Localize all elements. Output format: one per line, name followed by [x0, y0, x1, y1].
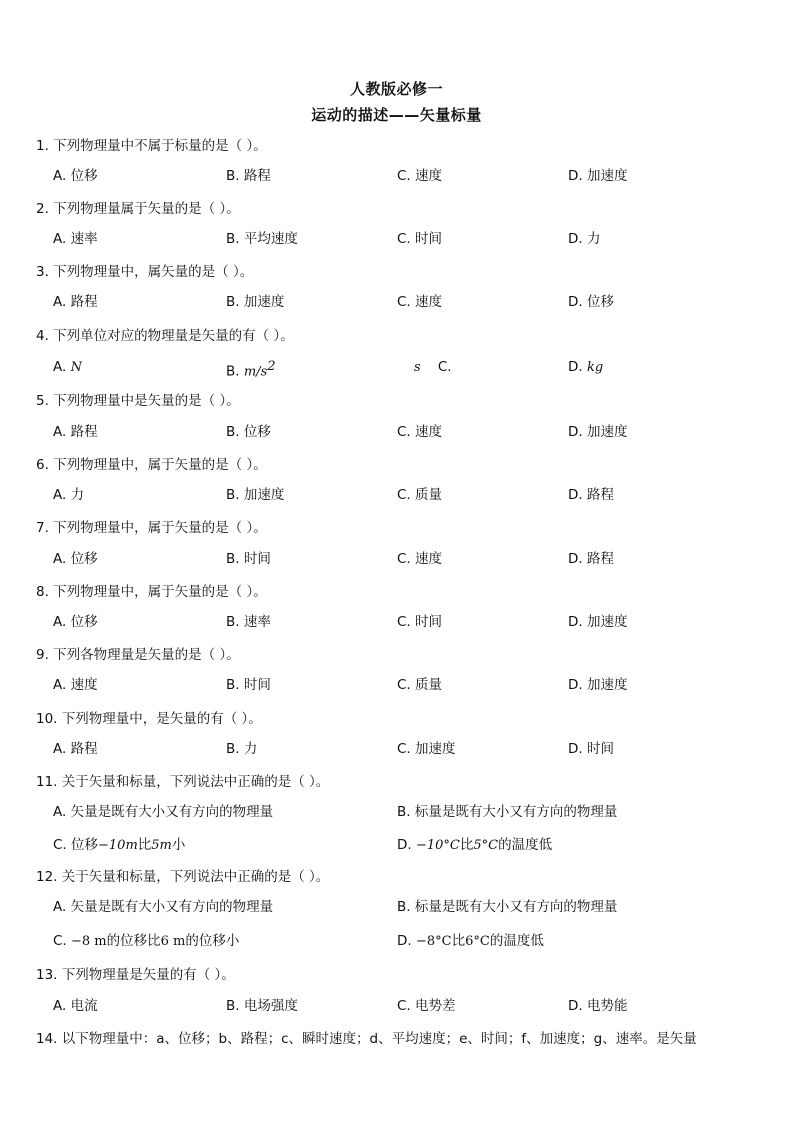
question-1: 1. 下列物理量中不属于标量的是（ ）。: [36, 138, 267, 154]
option-b: B. 标量是既有大小又有方向的物理量: [397, 804, 618, 820]
option-d-text: 比: [451, 933, 466, 949]
unit-second: s: [414, 360, 421, 375]
option-c: C. 加速度: [397, 741, 456, 757]
option-d: D. 时间: [568, 741, 614, 757]
option-d: [397, 929, 544, 949]
option-b-label: B.: [226, 363, 244, 380]
option-c-text: 的位移小: [185, 933, 240, 949]
question-14: 14. 以下物理量中：a、位移；b、路程；c、瞬时速度；d、平均速度；e、时间；f、加速度；g、速率。是矢量: [36, 1031, 697, 1047]
document-subtitle: 运动的描述——矢量标量: [311, 106, 482, 124]
option-c: C. 质量: [397, 677, 443, 693]
math-value: −10°C: [415, 838, 460, 853]
option-c: C. 速度: [397, 424, 443, 440]
option-a: [53, 359, 82, 375]
options-2: [0, 227, 793, 247]
option-c: [53, 929, 239, 949]
options-12-row-2: [0, 929, 793, 949]
option-d: D. 加速度: [568, 424, 628, 440]
math-value: 6 m: [160, 934, 186, 949]
option-c: C. 速度: [397, 551, 443, 567]
question-2: 2. 下列物理量属于矢量的是（ ）。: [36, 201, 240, 217]
option-a: A. 位移: [53, 168, 98, 184]
option-c: [414, 359, 452, 375]
option-d-text: D.: [397, 837, 416, 853]
option-c: C. 速度: [397, 294, 443, 310]
options-12-row-1: [0, 895, 793, 915]
option-a: A. 路程: [53, 294, 98, 310]
option-d: D. 加速度: [568, 168, 628, 184]
option-c-label: C.: [437, 359, 452, 375]
options-3: [0, 290, 793, 310]
option-a: A. 速度: [53, 677, 98, 693]
option-c-text: C.: [53, 933, 72, 949]
options-10: [0, 737, 793, 757]
option-c: C. 速度: [397, 168, 443, 184]
option-c-text: C. 位移: [53, 837, 99, 853]
option-d-label: D.: [568, 359, 587, 375]
question-7: 7. 下列物理量中，属于矢量的是（ ）。: [36, 520, 267, 536]
option-c: [53, 833, 185, 853]
option-a: A. 力: [53, 487, 85, 503]
option-d: [568, 359, 603, 375]
option-b: B. 加速度: [226, 487, 285, 503]
options-7: [0, 547, 793, 567]
question-4: 4. 下列单位对应的物理量是矢量的有（ ）。: [36, 328, 294, 344]
option-b: B. 电场强度: [226, 998, 298, 1014]
question-3: 3. 下列物理量中，属矢量的是（ ）。: [36, 264, 254, 280]
math-value: 6°C: [465, 934, 490, 949]
option-b: B. 时间: [226, 677, 271, 693]
option-b: B. 时间: [226, 551, 271, 567]
option-a: A. 电流: [53, 998, 98, 1014]
option-a: A. 路程: [53, 741, 98, 757]
option-a: A. 位移: [53, 614, 98, 630]
option-d: D. 加速度: [568, 614, 628, 630]
option-b: B. 速率: [226, 614, 271, 630]
option-d: D. 路程: [568, 551, 614, 567]
options-4: [0, 359, 793, 379]
question-5: 5. 下列物理量中是矢量的是（ ）。: [36, 393, 240, 409]
unit-newton: N: [70, 360, 82, 375]
document-title: 人教版必修一: [349, 80, 443, 98]
option-a-label: A.: [53, 359, 71, 375]
option-c: C. 电势差: [397, 998, 456, 1014]
question-9: 9. 下列各物理量是矢量的是（ ）。: [36, 647, 240, 663]
option-a: A. 矢量是既有大小又有方向的物理量: [53, 804, 274, 820]
options-11-row-1: [0, 800, 793, 820]
question-13: 13. 下列物理量是矢量的有（ ）。: [36, 967, 235, 983]
option-d: D. 电势能: [568, 998, 628, 1014]
question-8: 8. 下列物理量中，属于矢量的是（ ）。: [36, 584, 267, 600]
option-c-text: 的位移比: [106, 933, 161, 949]
math-value: 5°C: [473, 838, 499, 853]
unit-acceleration: m/s: [243, 364, 268, 380]
option-b: B. 加速度: [226, 294, 285, 310]
option-a: A. 路程: [53, 424, 98, 440]
question-11: 11. 关于矢量和标量，下列说法中正确的是（ ）。: [36, 774, 330, 790]
option-d-text: 比: [459, 837, 474, 853]
question-10: 10. 下列物理量中，是矢量的有（ ）。: [36, 711, 262, 727]
unit-exponent: 2: [267, 359, 276, 374]
option-b: [226, 359, 276, 380]
option-c: C. 质量: [397, 487, 443, 503]
option-d-text: 的温度低: [489, 933, 544, 949]
options-6: [0, 483, 793, 503]
math-value: −10m: [98, 838, 138, 853]
option-c: C. 时间: [397, 231, 443, 247]
unit-kilogram: kg: [586, 360, 604, 375]
option-d: [397, 833, 552, 853]
question-6: 6. 下列物理量中，属于矢量的是（ ）。: [36, 457, 267, 473]
options-5: [0, 420, 793, 440]
option-d: D. 路程: [568, 487, 614, 503]
math-value: −8°C: [415, 934, 452, 949]
option-d: D. 加速度: [568, 677, 628, 693]
option-b: B. 路程: [226, 168, 271, 184]
math-value: 5m: [151, 838, 172, 853]
options-1: [0, 164, 793, 184]
option-c: C. 时间: [397, 614, 443, 630]
options-11-row-2: [0, 833, 793, 853]
option-b: B. 位移: [226, 424, 271, 440]
option-b: B. 平均速度: [226, 231, 298, 247]
option-a: A. 速率: [53, 231, 98, 247]
options-13: [0, 994, 793, 1014]
question-12: 12. 关于矢量和标量，下列说法中正确的是（ ）。: [36, 869, 330, 885]
option-a: A. 矢量是既有大小又有方向的物理量: [53, 899, 274, 915]
option-d-text: 的温度低: [498, 837, 553, 853]
option-d-text: D.: [397, 933, 416, 949]
option-d: D. 位移: [568, 294, 614, 310]
option-b: B. 力: [226, 741, 258, 757]
option-c-text: 比: [137, 837, 152, 853]
option-c-text: 小: [171, 837, 186, 853]
options-9: [0, 673, 793, 693]
option-a: A. 位移: [53, 551, 98, 567]
option-d: D. 力: [568, 231, 601, 247]
math-value: −8 m: [71, 934, 107, 949]
options-8: [0, 610, 793, 630]
option-b: B. 标量是既有大小又有方向的物理量: [397, 899, 618, 915]
